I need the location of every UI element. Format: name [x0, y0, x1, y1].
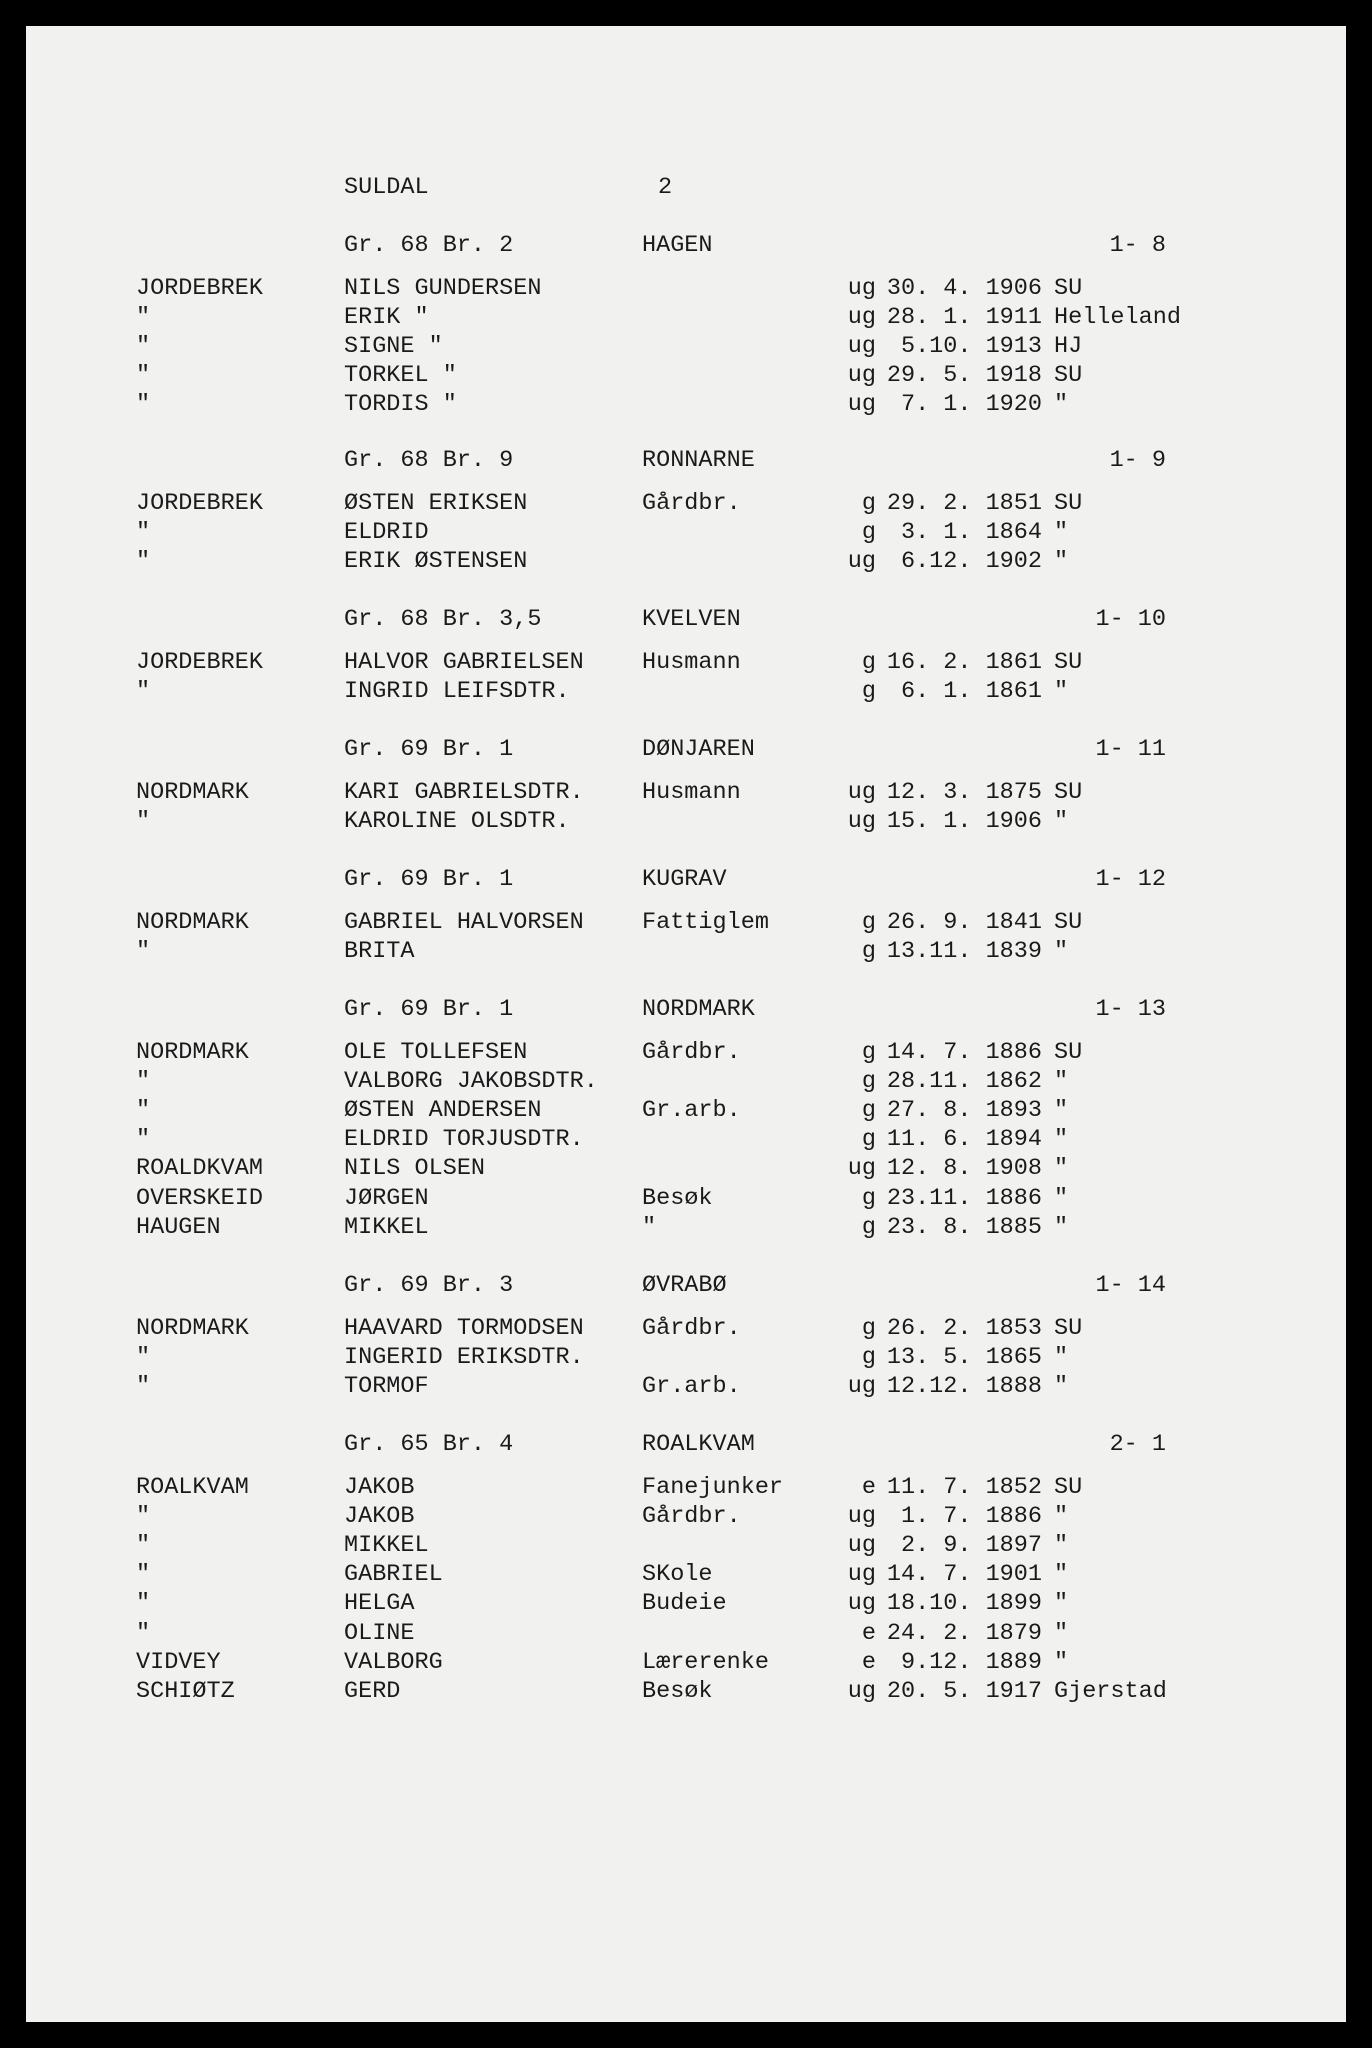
- record-row: [26, 1126, 1346, 1154]
- record-status: g: [861, 1185, 876, 1212]
- record-occupation: Gårdbr.: [642, 1315, 741, 1342]
- section-header: [26, 606, 1346, 634]
- record-date: 18.10. 1899: [886, 1590, 1042, 1617]
- record-status: g: [861, 1068, 876, 1095]
- record-row: [26, 808, 1346, 836]
- record-row: [26, 1097, 1346, 1125]
- record-date: 16. 2. 1861: [886, 649, 1042, 676]
- record-name: ELDRID: [344, 519, 429, 546]
- record-occupation: Lærerenke: [642, 1649, 769, 1676]
- record-occupation: Fanejunker: [642, 1474, 784, 1501]
- record-parish: Gjerstad: [1054, 1678, 1167, 1705]
- record-row: [26, 1214, 1346, 1242]
- record-parish: ": [1054, 678, 1069, 705]
- section-grbr: Gr. 69 Br. 1: [344, 996, 514, 1023]
- record-status: ug: [847, 1155, 876, 1182]
- record-status: g: [861, 519, 876, 546]
- record-status: g: [861, 1344, 876, 1371]
- record-name: INGRID LEIFSDTR.: [344, 678, 570, 705]
- record-date: 7. 1. 1920: [900, 391, 1042, 418]
- record-place: ": [136, 304, 151, 331]
- record-name: GABRIEL HALVORSEN: [344, 909, 584, 936]
- record-name: HELGA: [344, 1590, 415, 1617]
- record-status: g: [861, 1126, 876, 1153]
- record-name: HAAVARD TORMODSEN: [344, 1315, 584, 1342]
- section-grbr: Gr. 68 Br. 2: [344, 232, 514, 259]
- section-grbr: Gr. 68 Br. 9: [344, 447, 514, 474]
- record-place: ROALKVAM: [136, 1474, 249, 1501]
- record-status: g: [861, 490, 876, 517]
- record-date: 30. 4. 1906: [886, 275, 1042, 302]
- record-parish: SU: [1054, 490, 1083, 517]
- record-place: HAUGEN: [136, 1214, 221, 1241]
- record-date: 11. 6. 1894: [886, 1126, 1042, 1153]
- record-status: ug: [847, 1678, 876, 1705]
- record-place: ": [136, 1126, 151, 1153]
- record-status: ug: [847, 779, 876, 806]
- record-name: BRITA: [344, 938, 415, 965]
- record-date: 14. 7. 1886: [886, 1039, 1042, 1066]
- record-name: ERIK ": [344, 304, 429, 331]
- page-header: [26, 174, 1346, 202]
- record-date: 28. 1. 1911: [886, 304, 1042, 331]
- record-occupation: Budeie: [642, 1590, 727, 1617]
- record-status: ug: [847, 1590, 876, 1617]
- record-parish: SU: [1054, 362, 1083, 389]
- record-occupation: Husmann: [642, 649, 741, 676]
- record-row: [26, 1561, 1346, 1589]
- section-header: [26, 996, 1346, 1024]
- record-row: [26, 1620, 1346, 1648]
- record-parish: ": [1054, 391, 1069, 418]
- record-status: ug: [847, 548, 876, 575]
- section-header: [26, 866, 1346, 894]
- record-name: VALBORG: [344, 1649, 443, 1676]
- record-name: GERD: [344, 1678, 401, 1705]
- record-status: ug: [847, 275, 876, 302]
- page-number: 2: [658, 174, 673, 201]
- section-ref: 1- 13: [1095, 996, 1166, 1023]
- record-name: ØSTEN ERIKSEN: [344, 490, 528, 517]
- record-date: 6. 1. 1861: [900, 678, 1042, 705]
- section-ref: 1- 9: [1109, 447, 1166, 474]
- record-status: g: [861, 1214, 876, 1241]
- record-parish: SU: [1054, 649, 1083, 676]
- record-row: [26, 1590, 1346, 1618]
- record-row: [26, 1344, 1346, 1372]
- section-ref: 1- 11: [1095, 736, 1166, 763]
- record-status: ug: [847, 1561, 876, 1588]
- record-status: e: [861, 1649, 876, 1676]
- record-place: ": [136, 362, 151, 389]
- record-place: JORDEBREK: [136, 275, 263, 302]
- record-name: MIKKEL: [344, 1214, 429, 1241]
- document-page: [26, 26, 1346, 2022]
- record-name: JØRGEN: [344, 1185, 429, 1212]
- record-parish: Helleland: [1054, 304, 1181, 331]
- record-date: 23.11. 1886: [886, 1185, 1042, 1212]
- record-place: JORDEBREK: [136, 490, 263, 517]
- record-place: ": [136, 1373, 151, 1400]
- record-name: MIKKEL: [344, 1532, 429, 1559]
- record-place: VIDVEY: [136, 1649, 221, 1676]
- record-status: g: [861, 938, 876, 965]
- record-parish: ": [1054, 1155, 1069, 1182]
- record-parish: ": [1054, 1373, 1069, 1400]
- record-status: ug: [847, 333, 876, 360]
- record-date: 26. 9. 1841: [886, 909, 1042, 936]
- record-date: 5.10. 1913: [900, 333, 1042, 360]
- record-occupation: Gårdbr.: [642, 490, 741, 517]
- record-occupation: Husmann: [642, 779, 741, 806]
- record-parish: ": [1054, 1561, 1069, 1588]
- record-name: SIGNE ": [344, 333, 443, 360]
- record-date: 29. 2. 1851: [886, 490, 1042, 517]
- record-row: [26, 938, 1346, 966]
- record-place: NORDMARK: [136, 1315, 249, 1342]
- record-status: g: [861, 1315, 876, 1342]
- record-status: ug: [847, 391, 876, 418]
- record-parish: ": [1054, 808, 1069, 835]
- section-header: [26, 1272, 1346, 1300]
- section-header: [26, 736, 1346, 764]
- record-parish: SU: [1054, 1474, 1083, 1501]
- record-parish: ": [1054, 1503, 1069, 1530]
- section-header: [26, 447, 1346, 475]
- record-name: VALBORG JAKOBSDTR.: [344, 1068, 598, 1095]
- record-date: 13. 5. 1865: [886, 1344, 1042, 1371]
- record-name: ERIK ØSTENSEN: [344, 548, 528, 575]
- record-place: ": [136, 391, 151, 418]
- record-place: ": [136, 1590, 151, 1617]
- record-row: [26, 1373, 1346, 1401]
- record-occupation: SKole: [642, 1561, 713, 1588]
- record-place: ROALDKVAM: [136, 1155, 263, 1182]
- record-row: [26, 1315, 1346, 1343]
- section-farm: DØNJAREN: [642, 736, 755, 763]
- record-occupation: ": [642, 1214, 657, 1241]
- record-date: 2. 9. 1897: [900, 1532, 1042, 1559]
- section-ref: 1- 12: [1095, 866, 1166, 893]
- record-place: SCHIØTZ: [136, 1678, 235, 1705]
- record-occupation: Fattiglem: [642, 909, 769, 936]
- record-parish: ": [1054, 1185, 1069, 1212]
- record-name: JAKOB: [344, 1474, 415, 1501]
- record-status: g: [861, 678, 876, 705]
- record-name: NILS GUNDERSEN: [344, 275, 542, 302]
- record-name: OLE TOLLEFSEN: [344, 1039, 528, 1066]
- record-row: [26, 1532, 1346, 1560]
- record-status: ug: [847, 1373, 876, 1400]
- record-name: INGERID ERIKSDTR.: [344, 1344, 584, 1371]
- section-header: [26, 232, 1346, 260]
- record-occupation: Gr.arb.: [642, 1373, 741, 1400]
- section-grbr: Gr. 65 Br. 4: [344, 1431, 514, 1458]
- record-row: [26, 519, 1346, 547]
- record-row: [26, 779, 1346, 807]
- record-name: ELDRID TORJUSDTR.: [344, 1126, 584, 1153]
- record-place: ": [136, 1503, 151, 1530]
- section-farm: NORDMARK: [642, 996, 755, 1023]
- record-occupation: Besøk: [642, 1185, 713, 1212]
- record-name: KAROLINE OLSDTR.: [344, 808, 570, 835]
- record-row: [26, 490, 1346, 518]
- record-parish: ": [1054, 1214, 1069, 1241]
- record-name: TORKEL ": [344, 362, 457, 389]
- record-date: 20. 5. 1917: [886, 1678, 1042, 1705]
- record-parish: HJ: [1054, 333, 1083, 360]
- record-parish: SU: [1054, 909, 1083, 936]
- record-row: [26, 1503, 1346, 1531]
- record-parish: ": [1054, 1097, 1069, 1124]
- section-farm: ØVRABØ: [642, 1272, 727, 1299]
- record-parish: ": [1054, 1620, 1069, 1647]
- record-row: [26, 909, 1346, 937]
- record-status: ug: [847, 304, 876, 331]
- record-parish: ": [1054, 548, 1069, 575]
- record-date: 28.11. 1862: [886, 1068, 1042, 1095]
- record-date: 26. 2. 1853: [886, 1315, 1042, 1342]
- record-date: 1. 7. 1886: [900, 1503, 1042, 1530]
- record-place: ": [136, 808, 151, 835]
- record-place: ": [136, 1068, 151, 1095]
- record-row: [26, 1649, 1346, 1677]
- record-parish: ": [1054, 519, 1069, 546]
- record-status: ug: [847, 362, 876, 389]
- record-date: 12.12. 1888: [886, 1373, 1042, 1400]
- record-date: 12. 8. 1908: [886, 1155, 1042, 1182]
- record-date: 12. 3. 1875: [886, 779, 1042, 806]
- section-farm: KUGRAV: [642, 866, 727, 893]
- record-place: ": [136, 678, 151, 705]
- record-parish: ": [1054, 1532, 1069, 1559]
- record-place: ": [136, 1620, 151, 1647]
- section-ref: 2- 1: [1109, 1431, 1166, 1458]
- record-row: [26, 275, 1346, 303]
- record-place: ": [136, 1097, 151, 1124]
- section-farm: ROALKVAM: [642, 1431, 755, 1458]
- record-status: g: [861, 649, 876, 676]
- record-occupation: Gårdbr.: [642, 1039, 741, 1066]
- record-place: ": [136, 519, 151, 546]
- record-date: 24. 2. 1879: [886, 1620, 1042, 1647]
- record-status: ug: [847, 1532, 876, 1559]
- record-parish: ": [1054, 1590, 1069, 1617]
- record-row: [26, 1678, 1346, 1706]
- section-grbr: Gr. 69 Br. 1: [344, 736, 514, 763]
- record-place: NORDMARK: [136, 779, 249, 806]
- record-date: 27. 8. 1893: [886, 1097, 1042, 1124]
- record-row: [26, 1155, 1346, 1183]
- section-grbr: Gr. 69 Br. 3: [344, 1272, 514, 1299]
- record-parish: ": [1054, 1649, 1069, 1676]
- record-status: g: [861, 1097, 876, 1124]
- section-header: [26, 1431, 1346, 1459]
- record-place: NORDMARK: [136, 909, 249, 936]
- record-row: [26, 333, 1346, 361]
- record-date: 14. 7. 1901: [886, 1561, 1042, 1588]
- record-row: [26, 391, 1346, 419]
- record-place: NORDMARK: [136, 1039, 249, 1066]
- record-date: 23. 8. 1885: [886, 1214, 1042, 1241]
- record-row: [26, 304, 1346, 332]
- record-status: g: [861, 1039, 876, 1066]
- record-name: GABRIEL: [344, 1561, 443, 1588]
- record-occupation: Gårdbr.: [642, 1503, 741, 1530]
- record-status: e: [861, 1620, 876, 1647]
- record-status: g: [861, 909, 876, 936]
- record-row: [26, 362, 1346, 390]
- record-parish: ": [1054, 1344, 1069, 1371]
- section-ref: 1- 8: [1109, 232, 1166, 259]
- record-place: ": [136, 1561, 151, 1588]
- section-ref: 1- 14: [1095, 1272, 1166, 1299]
- section-farm: KVELVEN: [642, 606, 741, 633]
- record-occupation: Gr.arb.: [642, 1097, 741, 1124]
- record-parish: ": [1054, 1126, 1069, 1153]
- record-date: 6.12. 1902: [900, 548, 1042, 575]
- record-row: [26, 1185, 1346, 1213]
- record-date: 29. 5. 1918: [886, 362, 1042, 389]
- record-name: NILS OLSEN: [344, 1155, 486, 1182]
- record-row: [26, 548, 1346, 576]
- page-title: SULDAL: [344, 174, 429, 201]
- record-occupation: Besøk: [642, 1678, 713, 1705]
- record-date: 11. 7. 1852: [886, 1474, 1042, 1501]
- record-status: ug: [847, 1503, 876, 1530]
- record-parish: SU: [1054, 275, 1083, 302]
- record-row: [26, 649, 1346, 677]
- section-farm: RONNARNE: [642, 447, 755, 474]
- record-date: 3. 1. 1864: [900, 519, 1042, 546]
- record-name: TORMOF: [344, 1373, 429, 1400]
- record-place: ": [136, 938, 151, 965]
- record-date: 9.12. 1889: [900, 1649, 1042, 1676]
- record-place: JORDEBREK: [136, 649, 263, 676]
- record-name: HALVOR GABRIELSEN: [344, 649, 584, 676]
- record-date: 15. 1. 1906: [886, 808, 1042, 835]
- record-row: [26, 1068, 1346, 1096]
- record-name: JAKOB: [344, 1503, 415, 1530]
- record-name: OLINE: [344, 1620, 415, 1647]
- record-parish: ": [1054, 938, 1069, 965]
- record-place: ": [136, 548, 151, 575]
- section-grbr: Gr. 68 Br. 3,5: [344, 606, 542, 633]
- record-place: ": [136, 1532, 151, 1559]
- section-ref: 1- 10: [1095, 606, 1166, 633]
- record-parish: SU: [1054, 779, 1083, 806]
- record-name: KARI GABRIELSDTR.: [344, 779, 584, 806]
- section-grbr: Gr. 69 Br. 1: [344, 866, 514, 893]
- record-row: [26, 1474, 1346, 1502]
- record-status: e: [861, 1474, 876, 1501]
- record-parish: ": [1054, 1068, 1069, 1095]
- record-date: 13.11. 1839: [886, 938, 1042, 965]
- record-row: [26, 678, 1346, 706]
- record-place: OVERSKEID: [136, 1185, 263, 1212]
- section-farm: HAGEN: [642, 232, 713, 259]
- record-name: ØSTEN ANDERSEN: [344, 1097, 542, 1124]
- record-parish: SU: [1054, 1315, 1083, 1342]
- record-place: ": [136, 333, 151, 360]
- record-status: ug: [847, 808, 876, 835]
- record-parish: SU: [1054, 1039, 1083, 1066]
- record-name: TORDIS ": [344, 391, 457, 418]
- record-row: [26, 1039, 1346, 1067]
- record-place: ": [136, 1344, 151, 1371]
